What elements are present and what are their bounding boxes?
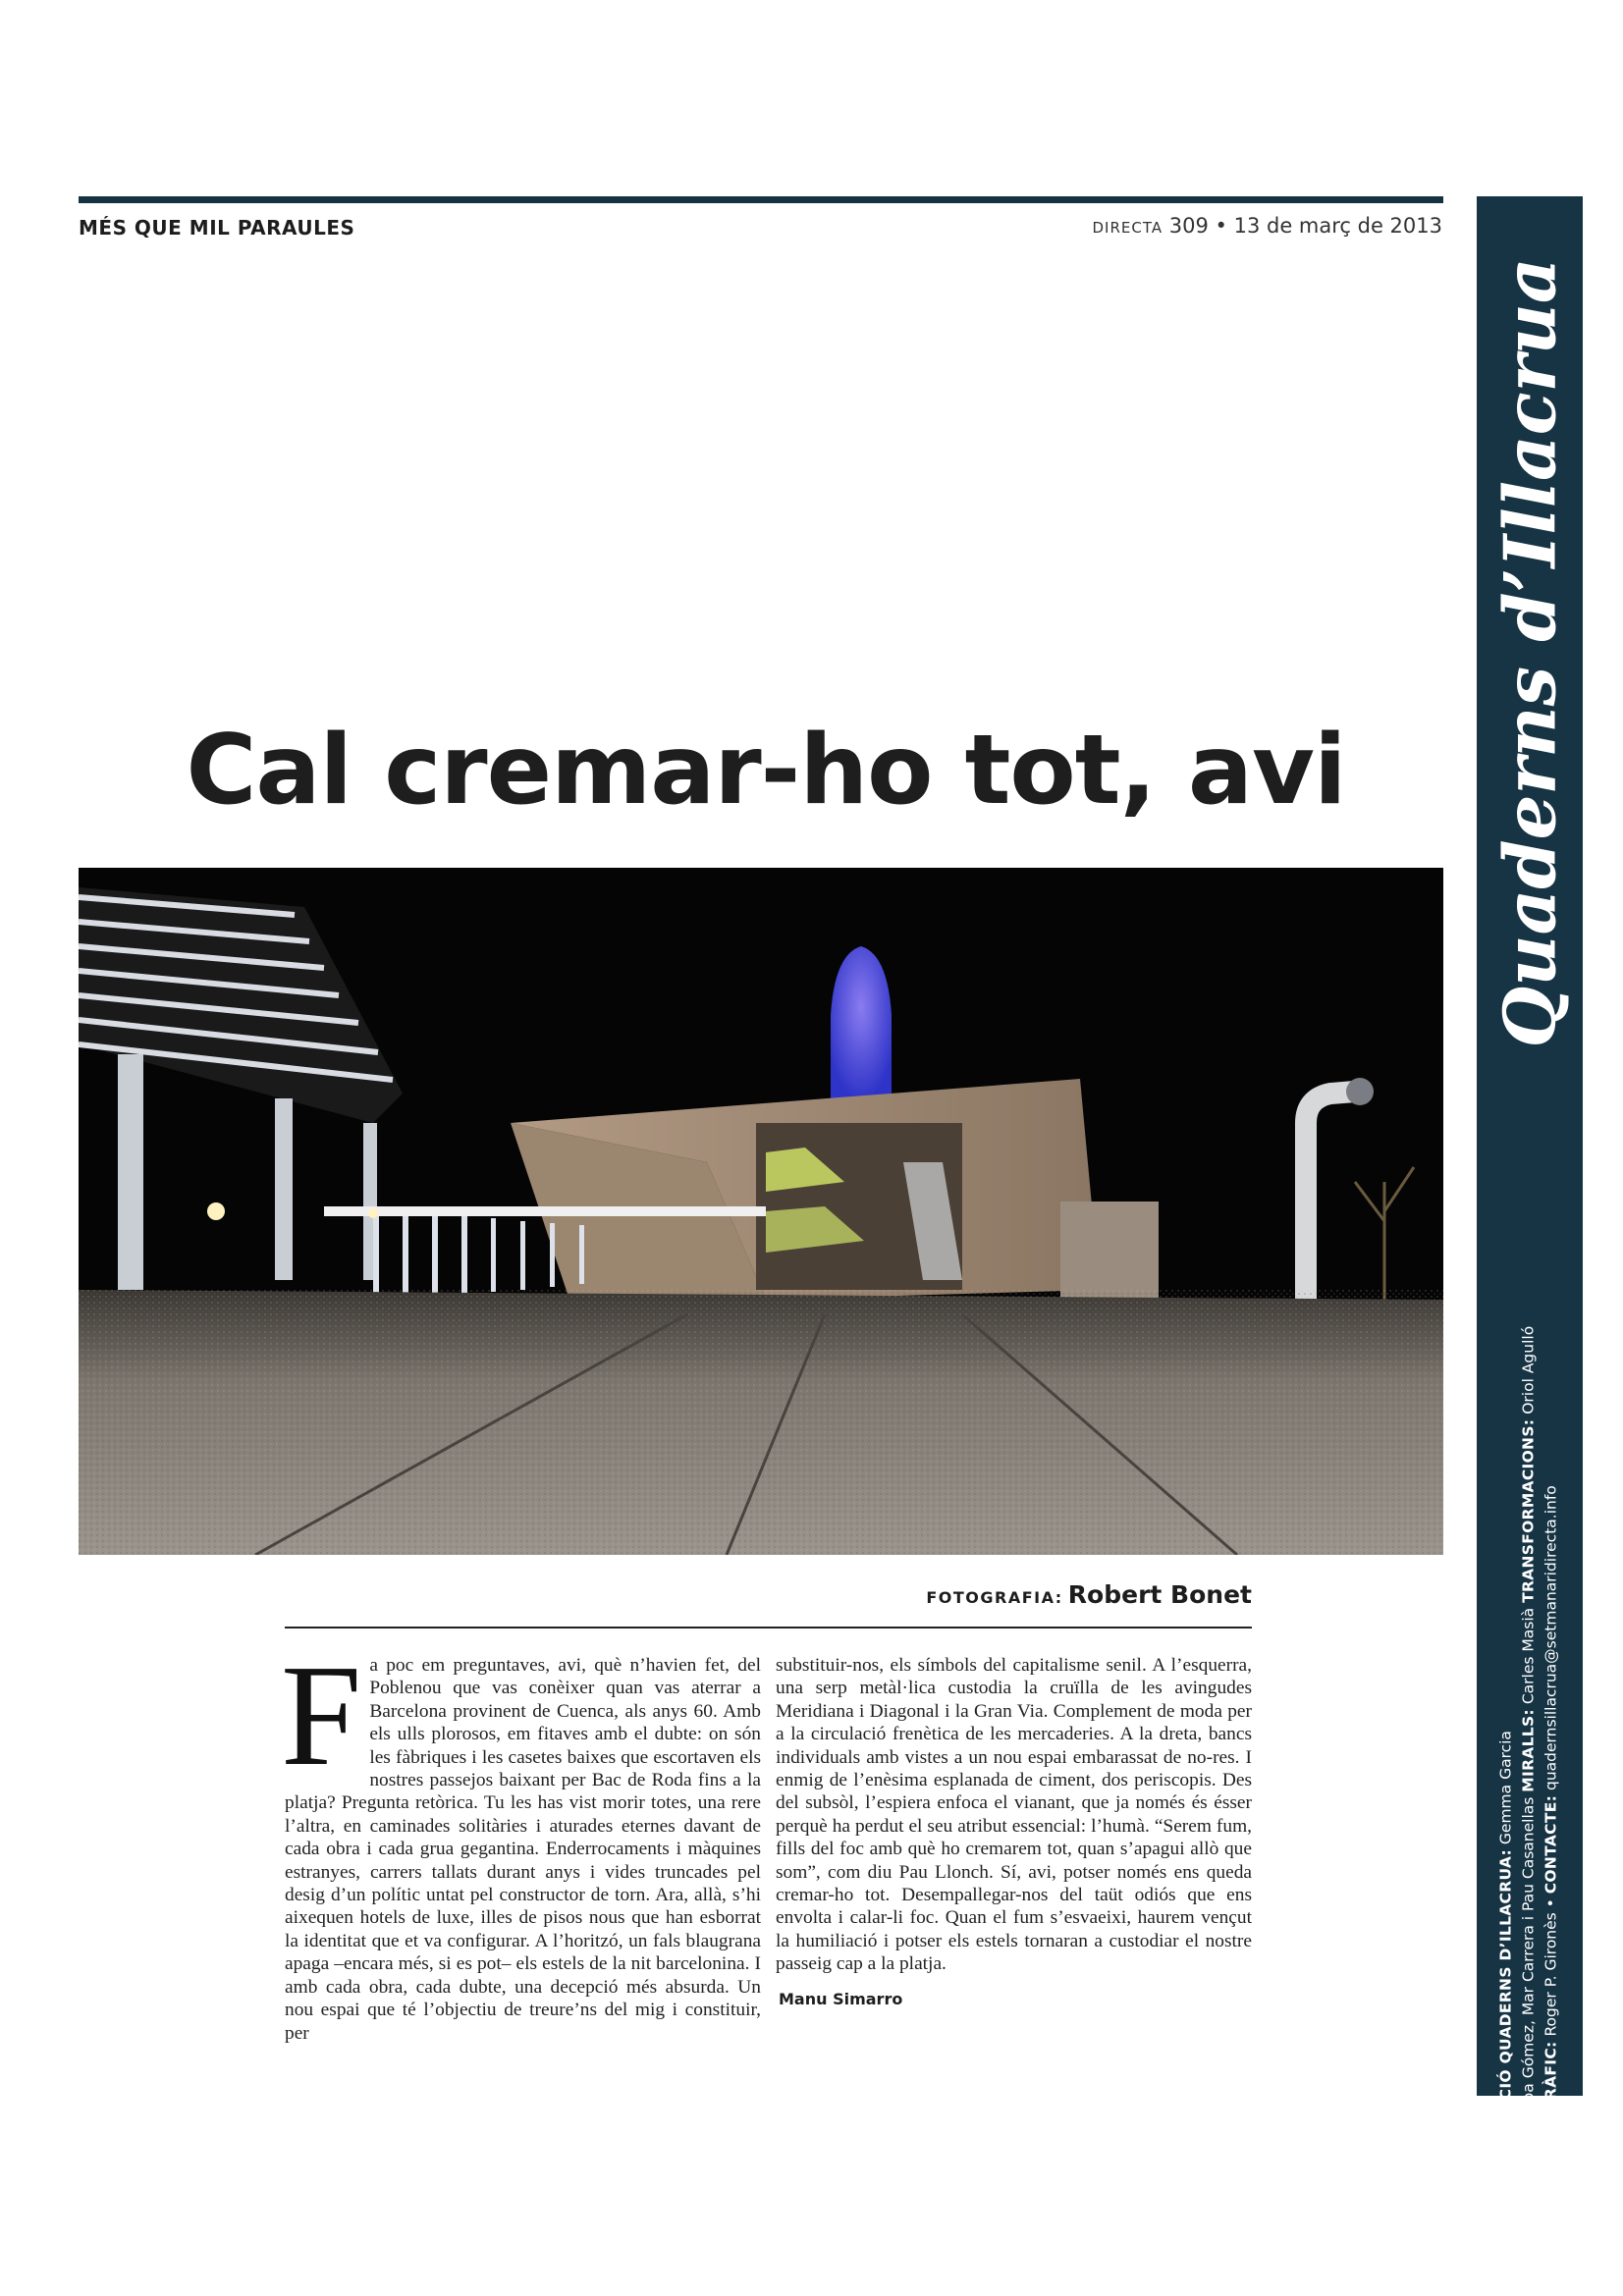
drop-cap: F [281,1635,362,1796]
credit-names: Alba Gómez, Mar Carrera i Pau Casanellas [1519,1791,1538,2122]
credit-line [1495,1291,1518,2194]
credit-line [1541,1291,1563,2194]
article-text-2: substituir-nos, els símbols del capitalisme senil. A l’esquerra, una serp metàl·lica custodia la cruïlla de les avingudes Meridiana i Diagonal i la Gran Via. Complement de moda per a la circulació frenètica de les mercaderies. A la dreta, bancs individuals amb vistes a un nou espai embarassat de no-res. I enmig de l’enèsima esplanada de ciment, dos periscopis. Des del subsòl, l’espiera enfoca el vianant, que ja només és ésser perquè ha perdut el seu atribut essencial: l’humà. “Serem fum, fills del foc amb què ho cremarem tot, quan s’apagui allò que som”, com diu Pau Llonch. Sí, avi, potser només ens queda cremar-ho tot. Desempallegar-nos del taüt odiós que ens envolta i calar-li foc. Quan el fum s’esvaeixi, haurem vençut la humiliació i potser els estels tornaran a custodiar el nostre passeig cap a la platja. [776,1655,1252,1975]
credit-names: Oriol Agulló [1519,1325,1538,1419]
credit-line [1518,1291,1541,2194]
staff-credits [1495,1291,1563,2194]
credit-role: MIRALLS: [1519,1709,1538,1792]
issue-date: 309 • 13 de març de 2013 [1163,214,1442,238]
section-title: MÉS QUE MIL PARAULES [79,216,355,240]
credit-names: Gemma Garcia [1496,1731,1515,1850]
photo-credit-label: FOTOGRAFIA: [926,1588,1063,1607]
author-name: Manu Simarro [779,1990,903,2008]
credit-role: A FONS: [1519,2121,1538,2194]
credit-role: CONTACTE: [1542,1794,1560,1895]
photo-credit [926,1580,1252,1609]
article-rule [285,1627,1252,1629]
credit-role: DISSENY GRÀFIC: [1542,2041,1560,2194]
photographer-name: Robert Bonet [1067,1580,1252,1609]
night-plaza-photo [79,868,1443,1555]
publication-brand: Quaderns d’Illacrua [1488,257,1572,1048]
issue-info [1092,214,1442,238]
credit-names: quadernsillacrua@setmanaridirecta.info [1542,1485,1560,1795]
credit-role: COORDINACIÓ QUADERNS D’ILLACRUA: [1496,1849,1515,2194]
credit-names: Carles Masià [1519,1602,1538,1710]
article-column-1 [281,1635,761,2045]
top-rule [79,196,1443,203]
article-text-1: a poc em preguntaves, avi, què n’havien fet, del Poblenou que vas conèixer quan vas aterrar a Barcelona provinent de Cuenca, als anys 60. Amb els ulls plorosos, em fitaves amb el dubte: on són les fàbriques i les casetes baixes que escortaven els nostres passejos baixant per Bac de Roda fins a la platja? Pregunta retòrica. Tu les has vist morir totes, una rere l’altra, en caminades solitàries i aturades eternes davant de cada obra i cada grua gegantina. Enderrocaments i màquines estranyes, carrers tallats durant anys i vides truncades pel desig d’un polític untat pel constructor de torn. Ara, allà, s’hi aixequen hotels de luxe, illes de pisos nous que han esborrat la identitat que et va configurar. A l’horitzó, un fals blaugrana apaga –encara més, si es pot– els estels de la nit barcelonina. I amb cada obra, cada dubte, una decepció més absurda. Un nou espai que té l’objectiu de treure’ns del mig i constituir, per [285,1655,761,2044]
credit-names: Roger P. Gironès • [1542,1894,1560,2042]
article-column-2 [776,1654,1252,1976]
issue-label: DIRECTA [1092,219,1163,237]
credit-role: TRANSFORMACIONS: [1519,1418,1538,1603]
headline: Cal cremar-ho tot, avi [186,715,1346,827]
